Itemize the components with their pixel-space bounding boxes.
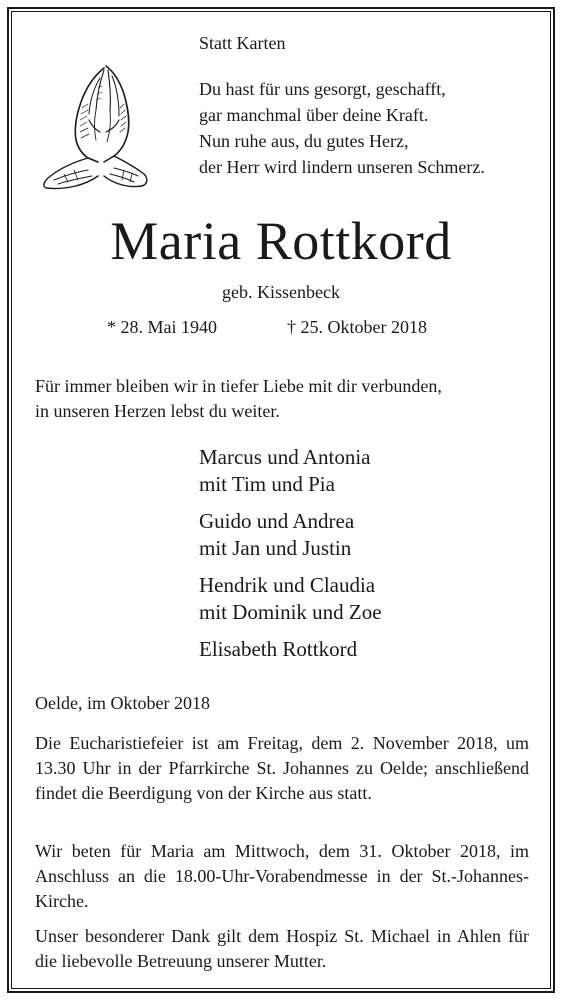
family-names: Elisabeth Rottkord [199,637,358,661]
birth-date: * 28. Mai 1940 [107,317,217,337]
family-children: mit Tim und Pia [199,472,335,496]
family-group [199,508,354,562]
service-info-paragraph: Die Eucharistiefeier ist am Freitag, dem 2. November 2018, um 13.30 Uhr in der Pfarrkirche St. Johannes zu Oelde; anschließend findet die Beerdigung von der Kirche aus statt. [35,733,529,803]
memorial-quote [35,374,442,424]
poem-line: der Herr wird lindern unseren Schmerz. [199,157,485,177]
family-group [199,572,382,626]
family-children: mit Dominik und Zoe [199,600,382,624]
place-date: Oelde, im Oktober 2018 [35,693,210,713]
poem-line: Nun ruhe aus, du gutes Herz, [199,131,409,151]
quote-line: in unseren Herzen lebst du weiter. [35,401,280,421]
birth-name: geb. Kissenbeck [222,282,340,302]
quote-line: Für immer bleiben wir in tiefer Liebe mit dir verbunden, [35,376,442,396]
deceased-name: Maria Rottkord [110,211,452,271]
poem-line: gar manchmal über deine Kraft. [199,105,429,125]
family-names: Guido und Andrea [199,509,355,533]
poem-line: Du hast für uns gesorgt, geschafft, [199,79,446,99]
family-names: Hendrik und Claudia [199,573,376,597]
family-group [199,444,370,498]
thanks-paragraph: Unser besonderer Dank gilt dem Hospiz St. Michael in Ahlen für die liebevolle Betreuung unserer Mutter. [35,926,529,971]
prayer-info-paragraph: Wir beten für Maria am Mittwoch, dem 31. Oktober 2018, im Anschluss an die 18.00-Uhr-Vorabendmesse in der St.-Johannes-Kirche. [35,841,529,911]
family-group [199,636,357,663]
death-date: † 25. Oktober 2018 [287,317,427,337]
family-names: Marcus und Antonia [199,445,371,469]
praying-hands-icon [34,58,162,198]
statt-karten-label: Statt Karten [199,33,286,53]
family-children: mit Jan und Justin [199,536,352,560]
poem [199,76,485,180]
